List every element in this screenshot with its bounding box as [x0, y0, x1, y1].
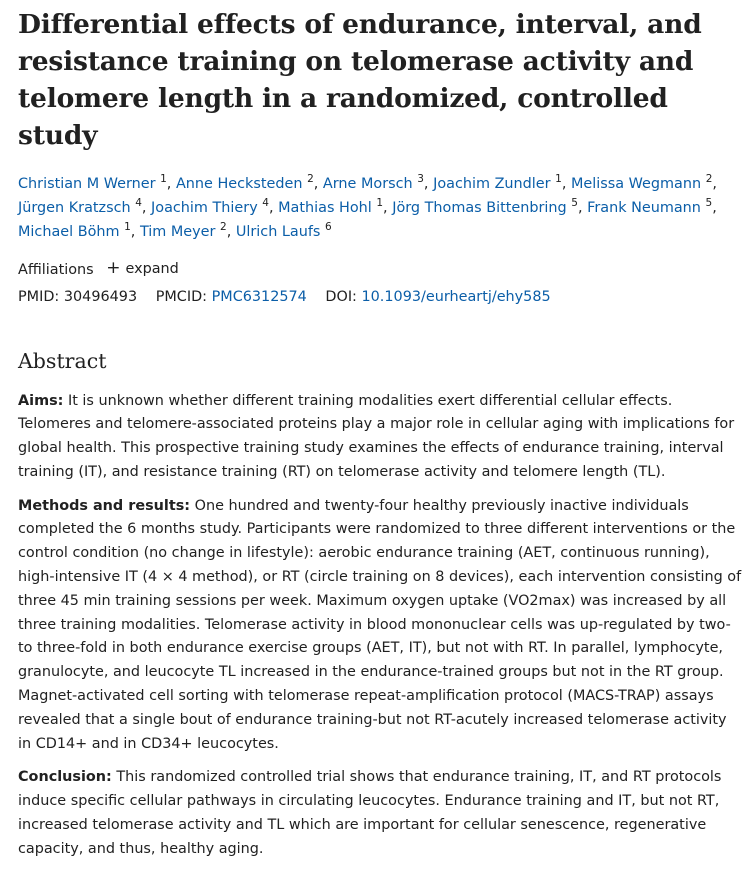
- abstract-section-conclusion: [18, 766, 743, 861]
- affiliation-number[interactable]: 5: [705, 197, 713, 209]
- affiliation-number[interactable]: 2: [307, 173, 314, 185]
- affiliation-number[interactable]: 2: [705, 173, 713, 185]
- author-item: Tim Meyer $^2$,: [139, 221, 236, 240]
- article-identifiers: [18, 286, 743, 308]
- author-link[interactable]: Frank Neumann: [587, 200, 701, 216]
- author-link[interactable]: Jürgen Kratzsch: [18, 200, 131, 216]
- author-item: Frank Neumann $^5$,: [587, 197, 717, 216]
- author-link[interactable]: Joachim Thiery: [151, 200, 258, 216]
- author-link[interactable]: Ulrich Laufs: [235, 224, 321, 240]
- affiliation-number[interactable]: 5: [571, 197, 578, 209]
- pmcid-link[interactable]: PMC6312574: [211, 288, 307, 305]
- affiliation-number[interactable]: 1: [555, 173, 562, 185]
- affiliation-number[interactable]: 1: [376, 197, 384, 209]
- abstract-section-methods: [18, 495, 743, 757]
- expand-label: expand: [125, 261, 179, 277]
- author-link[interactable]: Joachim Zundler: [433, 176, 551, 192]
- affiliations-row: [18, 258, 743, 281]
- affiliations-expand-button[interactable]: [106, 258, 179, 280]
- author-link[interactable]: Christian M Werner: [18, 176, 156, 192]
- author-link[interactable]: Melissa Wegmann: [571, 176, 702, 192]
- abstract-section-text: It is unknown whether different training modalities exert differential cellular effects. Telomeres and telomere-associated proteins play a major role in cellular aging with implications for global health. This prospective training study examines the effects of endurance training, interval training (IT), and resistance training (RT) on telomerase activity and telomere length (TL).: [18, 392, 735, 480]
- author-list: [18, 172, 743, 244]
- affiliations-label: Affiliations: [18, 261, 94, 278]
- author-link[interactable]: Arne Morsch: [322, 176, 413, 192]
- author-link[interactable]: Anne Hecksteden: [175, 176, 303, 192]
- author-item: Melissa Wegmann $^2$,: [571, 173, 717, 192]
- abstract-section-text: One hundred and twenty-four healthy previously inactive individuals completed the 6 months study. Participants were randomized to three different interventions or the control condition (no change in lifestyle): aerobic endurance training (AET, continuous running), high-intensive IT (4 × 4 method), or RT (circle training on 8 devices), each intervention consisting of three 45 min training sessions per week. Maximum oxygen uptake (VO2max) was increased by all three training modalities. Telomerase activity in blood mononuclear cells was up-regulated by two- to three-fold in both endurance exercise groups (AET, IT), but not with RT. In parallel, lymphocyte, granulocyte, and leucocyte TL increased in the endurance-trained groups but not in the RT group. Magnet-activated cell sorting with telomerase repeat-amplification protocol (MACS-TRAP) assays revealed that a single bout of endurance training-but not RT-acutely increased telomerase activity in CD14+ and in CD34+ leucocytes.: [18, 497, 742, 752]
- abstract-section-label: Methods and results:: [18, 497, 191, 514]
- author-link[interactable]: Tim Meyer: [139, 224, 216, 240]
- abstract-body: [18, 390, 743, 862]
- doi-link[interactable]: 10.1093/eurheartj/ehy585: [361, 288, 551, 305]
- doi-label: DOI:: [325, 288, 357, 305]
- author-link[interactable]: Mathias Hohl: [278, 200, 372, 216]
- abstract-section-label: Aims:: [18, 392, 64, 409]
- author-item: Mathias Hohl $^1$,: [278, 197, 393, 216]
- author-item: Anne Hecksteden $^2$,: [175, 173, 323, 192]
- author-item: Joachim Zundler $^1$,: [433, 173, 571, 192]
- author-item: [235, 221, 332, 240]
- author-item: Jürgen Kratzsch $^4$,: [18, 197, 152, 216]
- article-title: Differential effects of endurance, interval, and resistance training on telomerase activity and telomere length in a randomized, controlled study: [18, 9, 702, 151]
- article-page: [18, 6, 743, 872]
- affiliation-number[interactable]: 6: [325, 221, 332, 233]
- author-item: Joachim Thiery $^4$,: [151, 197, 279, 216]
- author-item: Jörg Thomas Bittenbring $^5$,: [392, 197, 588, 216]
- abstract-section-aims: [18, 390, 743, 485]
- affiliation-number[interactable]: 1: [160, 173, 167, 185]
- pmcid-label: PMCID:: [155, 288, 208, 305]
- author-item: Christian M Werner $^1$,: [18, 173, 176, 192]
- pmid-label: PMID:: [18, 288, 60, 305]
- author-item: Arne Morsch $^3$,: [322, 173, 434, 192]
- abstract-heading: Abstract: [18, 348, 107, 373]
- pmid-value: 30496493: [63, 288, 138, 305]
- affiliation-number[interactable]: 4: [262, 197, 269, 209]
- affiliation-number[interactable]: 1: [124, 221, 131, 233]
- affiliation-number[interactable]: 4: [135, 197, 142, 209]
- author-item: Michael Böhm $^1$,: [18, 221, 140, 240]
- abstract-section-label: Conclusion:: [18, 769, 112, 786]
- affiliation-number[interactable]: 2: [220, 221, 227, 233]
- author-link[interactable]: Jörg Thomas Bittenbring: [392, 200, 567, 216]
- author-link[interactable]: Michael Böhm: [18, 224, 120, 240]
- plus-icon: +: [106, 257, 121, 278]
- abstract-section-text: This randomized controlled trial shows that endurance training, IT, and RT protocols induce specific cellular pathways in circulating leucocytes. Endurance training and IT, but not RT, increased telomerase activity and TL which are important for cellular senescence, regenerative capacity, and thus, healthy aging.: [18, 769, 722, 857]
- affiliation-number[interactable]: 3: [417, 173, 424, 185]
